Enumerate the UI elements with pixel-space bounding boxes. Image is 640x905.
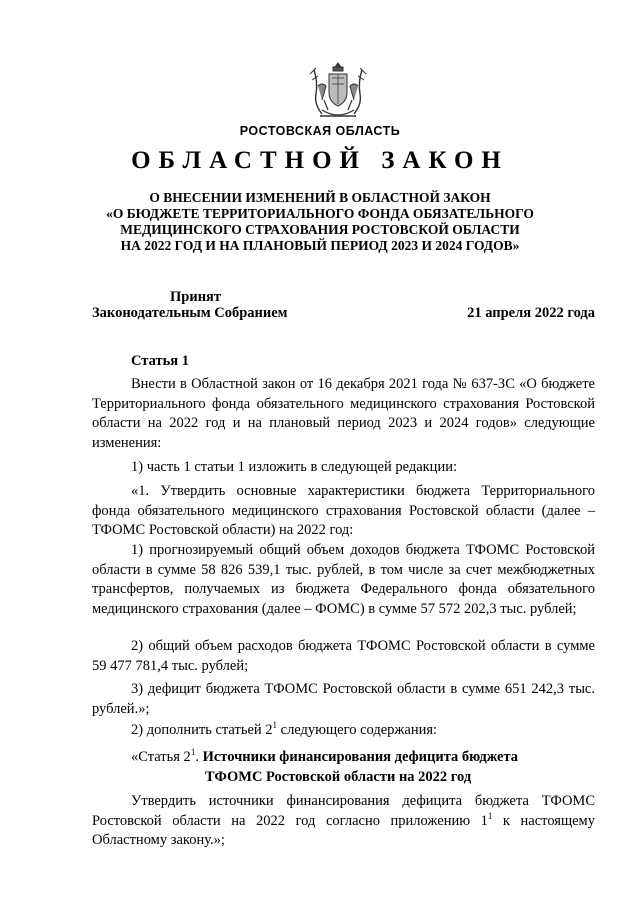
adoption-label: Принят bbox=[170, 289, 222, 305]
new-article-body-end: к настоящему Областному закону.»; bbox=[92, 812, 595, 848]
region-name: РОСТОВСКАЯ ОБЛАСТЬ bbox=[239, 124, 401, 138]
rostov-coat-of-arms-icon bbox=[302, 60, 374, 124]
new-article-title-line1: Источники финансирования дефицита бюджета bbox=[202, 749, 519, 765]
article-heading: Статья 1 bbox=[131, 353, 189, 369]
subtitle-line: О ВНЕСЕНИИ ИЗМЕНЕНИЙ В ОБЛАСТНОЙ ЗАКОН bbox=[149, 190, 491, 205]
appendix-superscript: 1 bbox=[487, 810, 493, 821]
new-article-body-text: Утвердить источники финансирования дефицита бюджета ТФОМС Ростовской области на 2022 год согласно приложению 1 bbox=[92, 793, 595, 829]
subtitle-line: «О БЮДЖЕТЕ ТЕРРИТОРИАЛЬНОГО ФОНДА ОБЯЗАТЕЛЬНОГО bbox=[106, 206, 534, 221]
document-title: ОБЛАСТНОЙ ЗАКОН bbox=[131, 147, 509, 174]
new-article-number: «Статья 2 bbox=[131, 749, 191, 765]
subitem-revenue: 1) прогнозируемый общий объем доходов бюджета ТФОМС Ростовской области в сумме 58 826 539,1 тыс. рублей, в том числе за счет межбюджетных трансфертов, получаемых из бюджета Федерального фонда обязательного медицинского страхования (далее – ФОМС) в сумме 57 572 202,3 тыс. рублей; bbox=[92, 542, 595, 617]
item2-superscript: 1 bbox=[272, 720, 278, 731]
new-article-dot: . bbox=[195, 749, 203, 765]
quoted-part-1: «1. Утвердить основные характеристики бюджета Территориального фонда обязательного медицинского страхования Ростовской области (далее – ТФОМС Ростовской области) на 2022 год: bbox=[92, 483, 595, 538]
law-subtitle bbox=[0, 190, 640, 254]
article-intro-paragraph: Внести в Областной закон от 16 декабря 2021 года № 637-ЗС «О бюджете Территориального фонда обязательного медицинского страхования Ростовской области на 2022 год и на плановый период 2023 и 2024 годов» следующие изменения: bbox=[92, 376, 595, 451]
item2-text-end: следующего содержания: bbox=[277, 722, 438, 738]
new-article-title-line2: ТФОМС Ростовской области на 2022 год bbox=[205, 768, 472, 785]
new-article-heading bbox=[92, 748, 595, 787]
subitem-expenses: 2) общий объем расходов бюджета ТФОМС Ростовской области в сумме 59 477 781,4 тыс. рублей; bbox=[92, 638, 595, 674]
amendment-item-2 bbox=[92, 721, 595, 741]
adoption-date: 21 апреля 2022 года bbox=[467, 305, 595, 321]
subtitle-line: НА 2022 ГОД И НА ПЛАНОВЫЙ ПЕРИОД 2023 И 2024 ГОДОВ» bbox=[120, 238, 520, 253]
new-article-superscript: 1 bbox=[190, 747, 196, 758]
item2-text: 2) дополнить статьей 2 bbox=[131, 722, 273, 738]
adoption-body: Законодательным Собранием bbox=[92, 305, 288, 321]
new-article-body bbox=[92, 792, 595, 851]
subitem-deficit: 3) дефицит бюджета ТФОМС Ростовской области в сумме 651 242,3 тыс. рублей.»; bbox=[92, 681, 595, 717]
amendment-item-1: 1) часть 1 статьи 1 изложить в следующей редакции: bbox=[131, 459, 457, 475]
subtitle-line: МЕДИЦИНСКОГО СТРАХОВАНИЯ РОСТОВСКОЙ ОБЛАСТИ bbox=[120, 222, 520, 237]
